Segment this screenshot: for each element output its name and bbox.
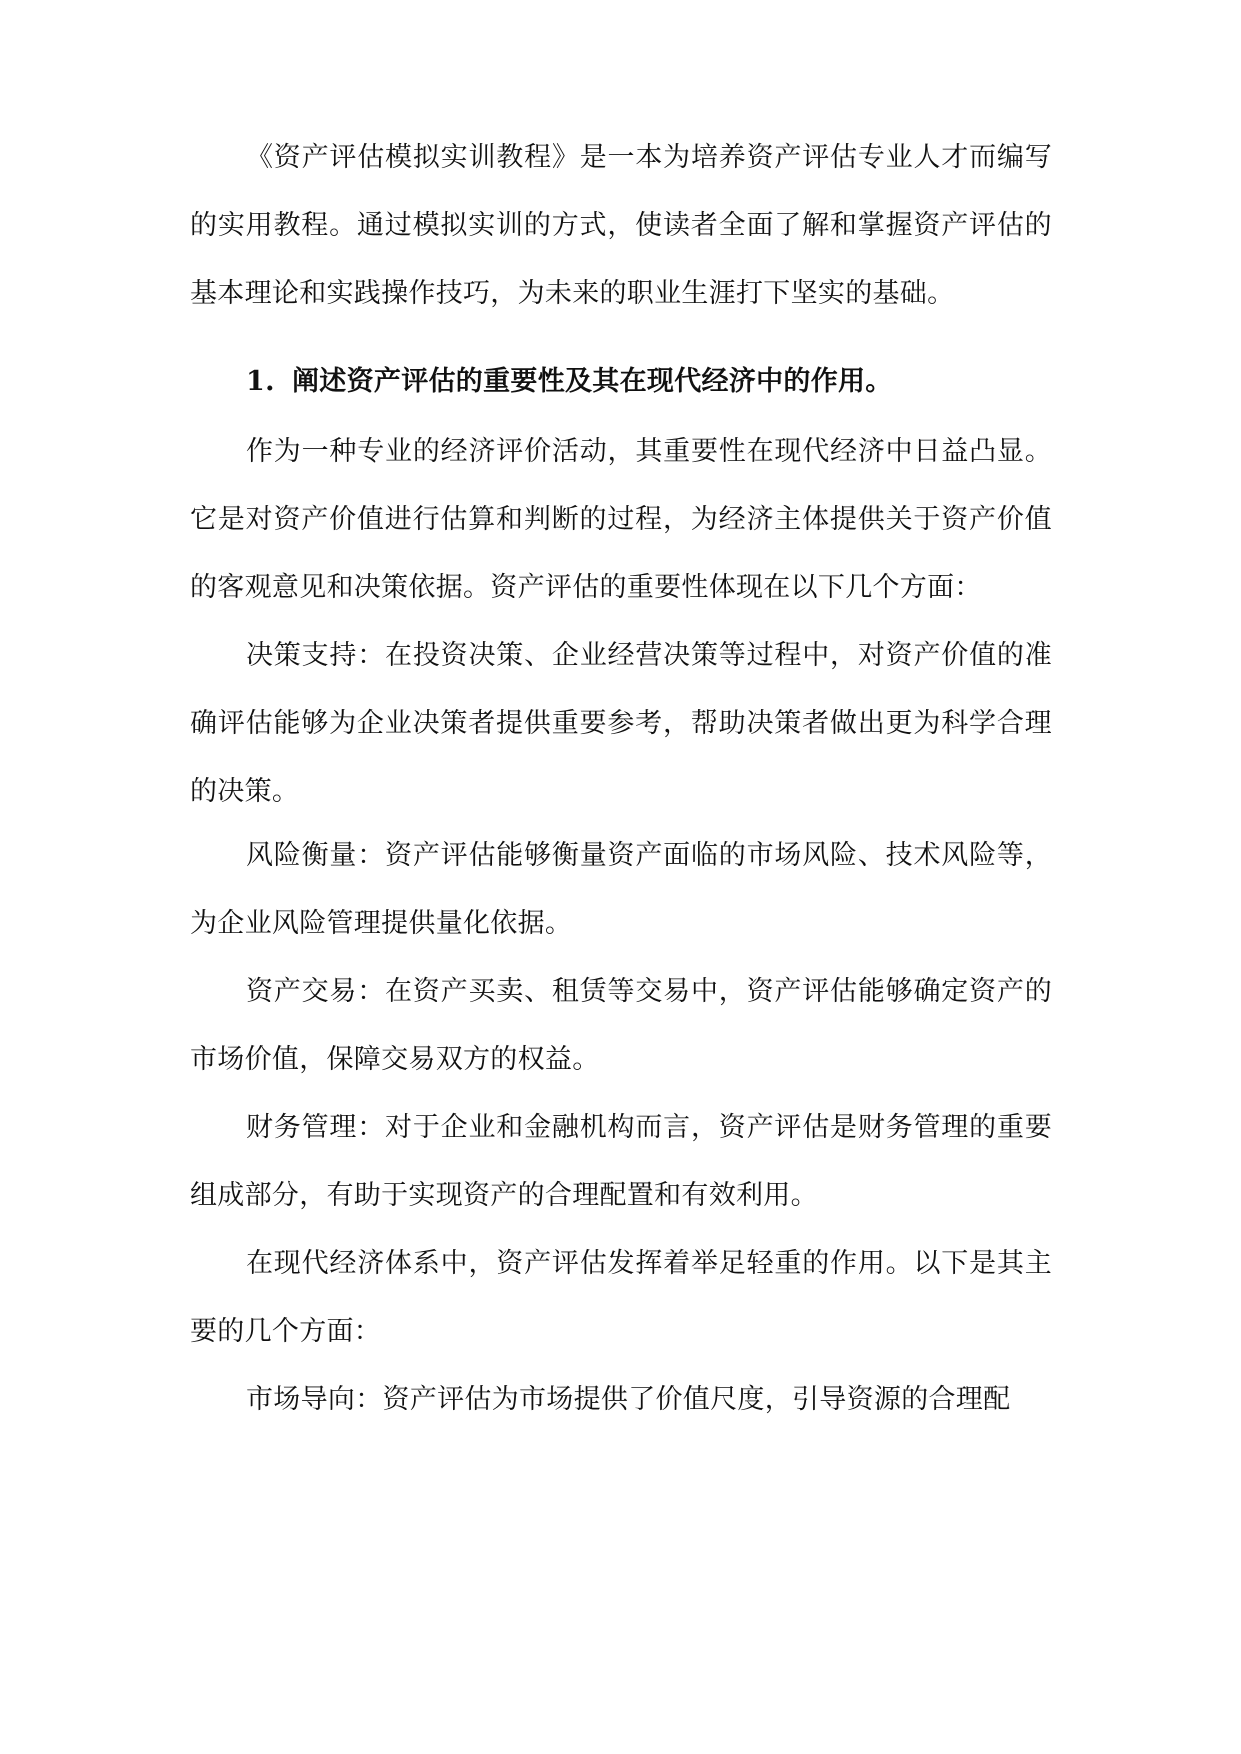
body-paragraph: 资产交易：在资产买卖、租赁等交易中，资产评估能够确定资产的市场价值，保障交易双方的权益。 xyxy=(190,976,1052,1075)
body-paragraph: 市场导向：资产评估为市场提供了价值尺度，引导资源的合理配 xyxy=(246,1384,1011,1415)
section-number: 1. xyxy=(246,366,275,397)
body-paragraph: 风险衡量：资产评估能够衡量资产面临的市场风险、技术风险等，为企业风险管理提供量化依据。 xyxy=(190,840,1052,939)
body-paragraph: 在现代经济体系中，资产评估发挥着举足轻重的作用。以下是其主要的几个方面： xyxy=(190,1248,1052,1347)
body-paragraph: 财务管理：对于企业和金融机构而言，资产评估是财务管理的重要组成部分，有助于实现资产的合理配置和有效利用。 xyxy=(190,1112,1052,1211)
document-page xyxy=(190,0,1052,1754)
body-paragraph: 决策支持：在投资决策、企业经营决策等过程中，对资产价值的准确评估能够为企业决策者提供重要参考，帮助决策者做出更为科学合理的决策。 xyxy=(190,640,1052,807)
body-paragraph: 作为一种专业的经济评价活动，其重要性在现代经济中日益凸显。它是对资产价值进行估算和判断的过程，为经济主体提供关于资产价值的客观意见和决策依据。资产评估的重要性体现在以下几个方面： xyxy=(190,436,1052,603)
section-heading xyxy=(246,348,1052,416)
intro-paragraph: 《资产评估模拟实训教程》是一本为培养资产评估专业人才而编写的实用教程。通过模拟实训的方式，使读者全面了解和掌握资产评估的基本理论和实践操作技巧，为未来的职业生涯打下坚实的基础。 xyxy=(190,142,1052,309)
section-title: 阐述资产评估的重要性及其在现代经济中的作用。 xyxy=(292,366,893,397)
